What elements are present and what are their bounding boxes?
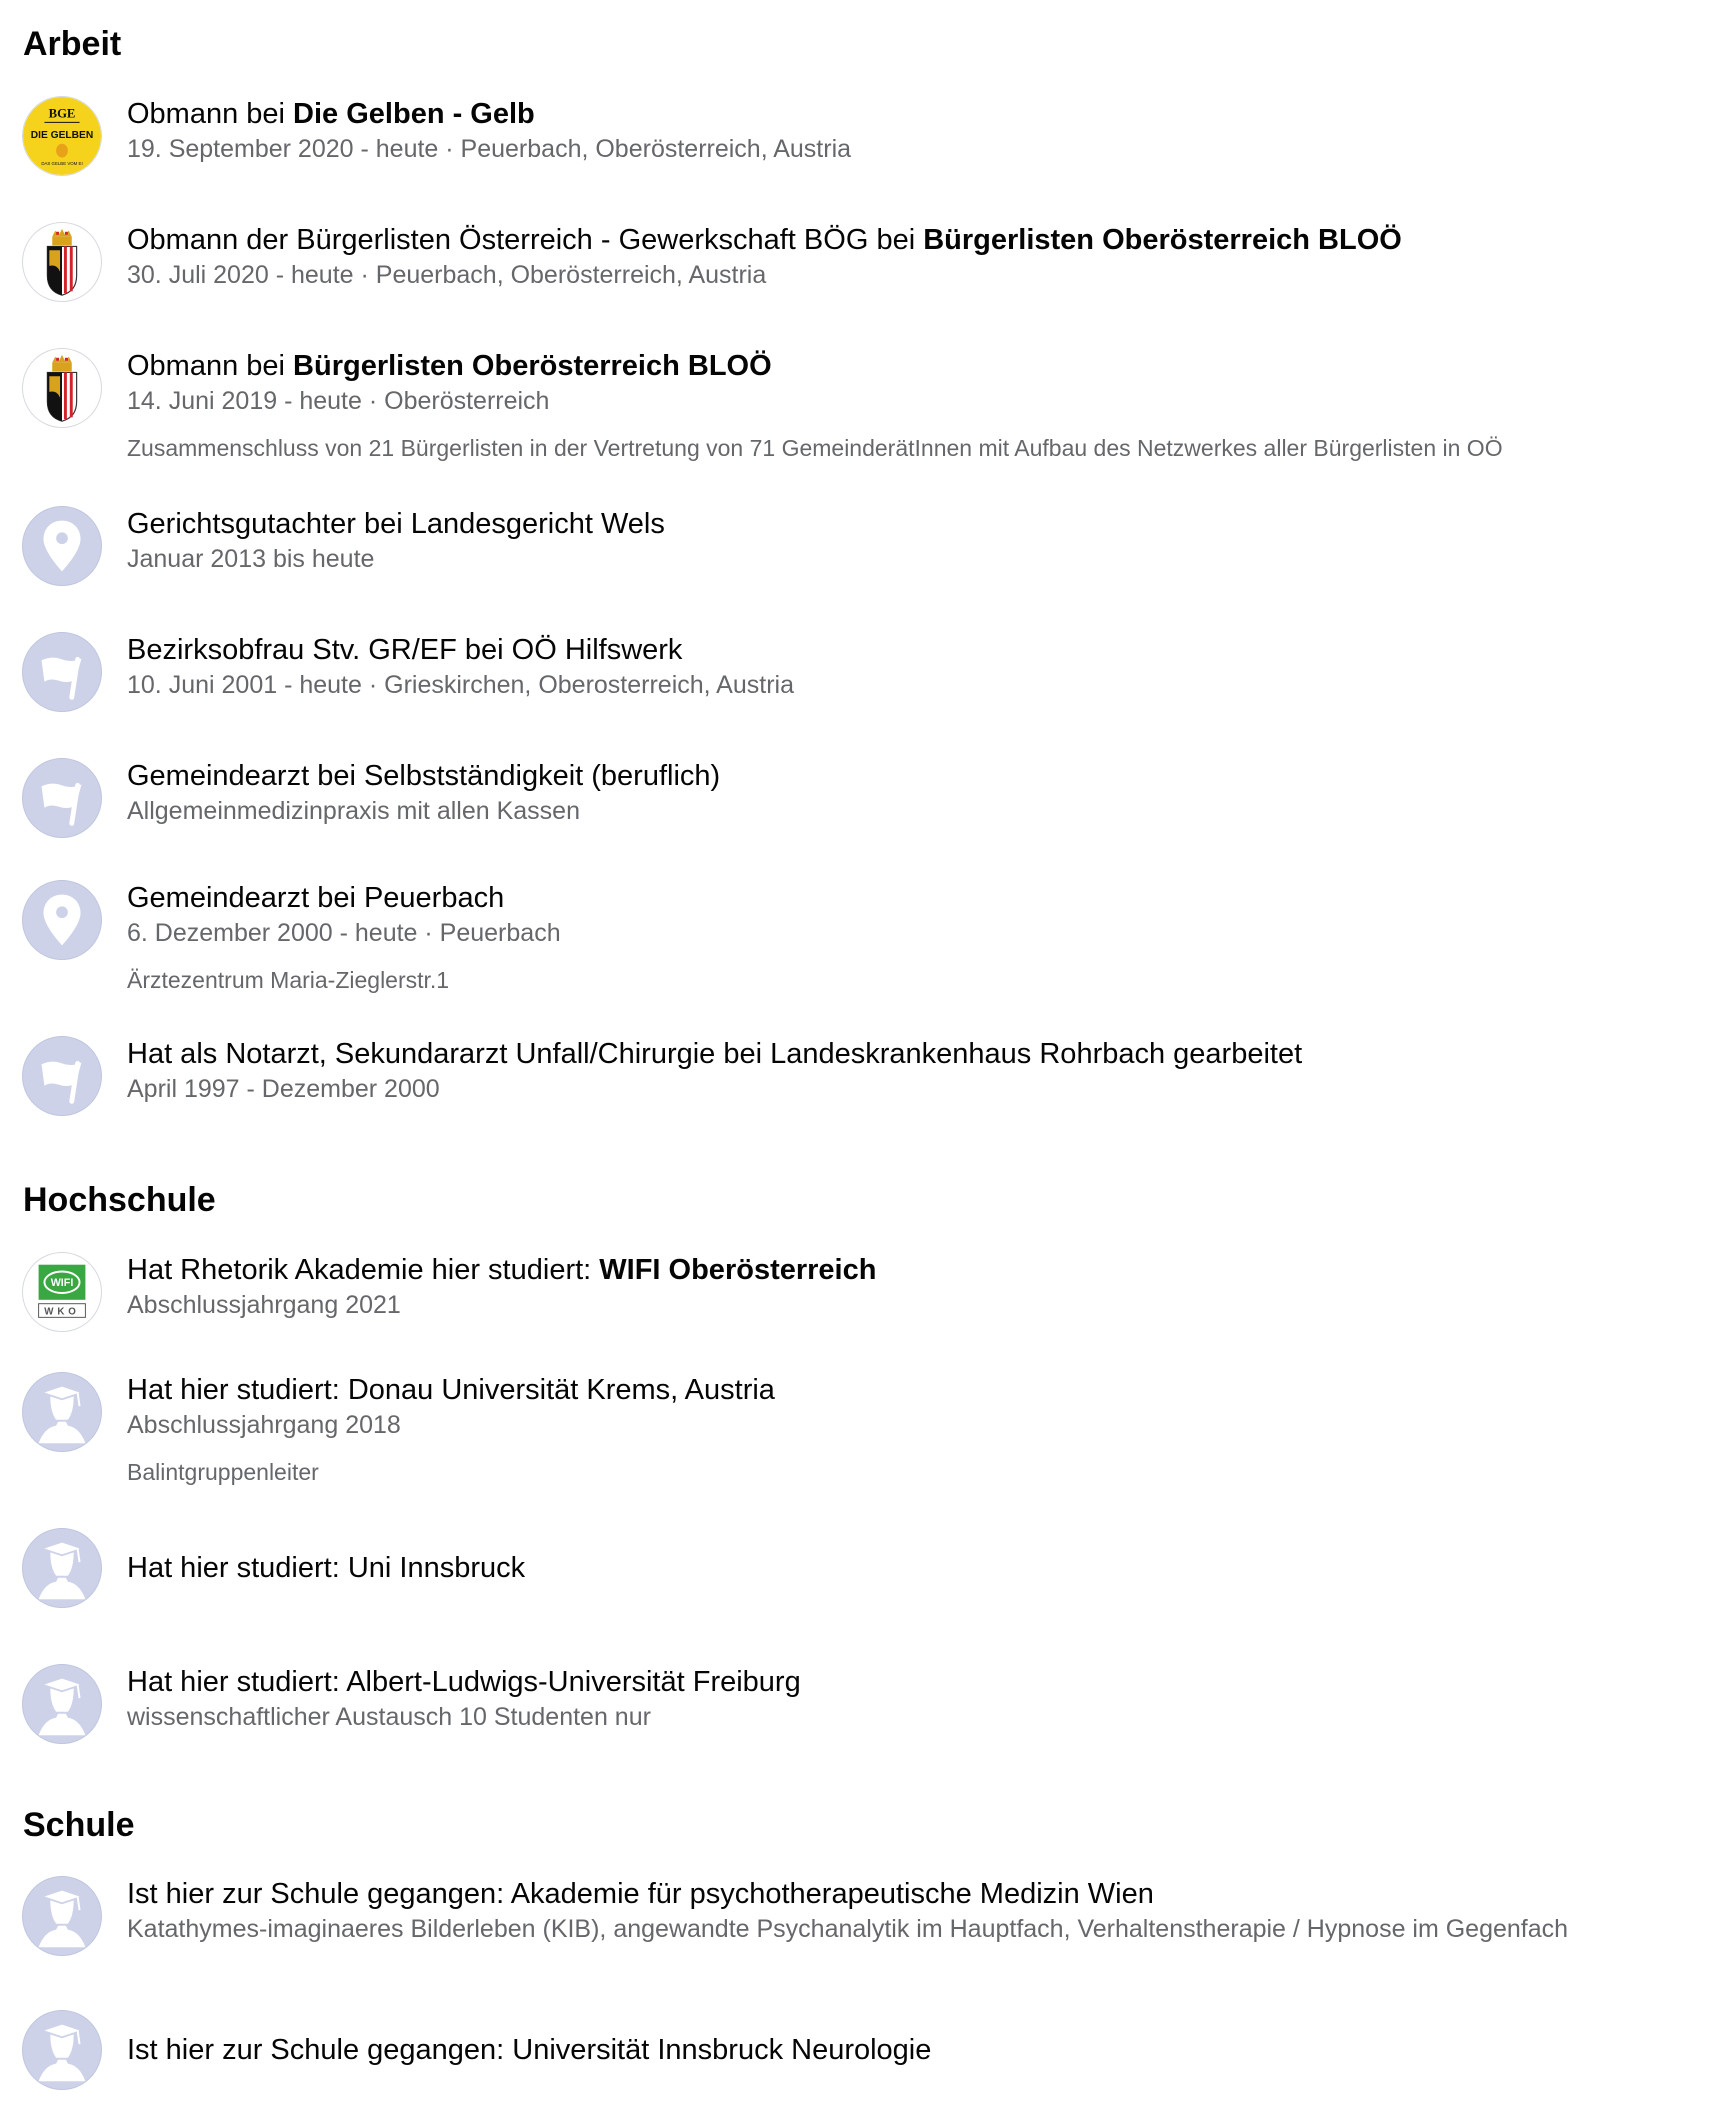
entry-title[interactable]: Gerichtsgutachter bei Landesgericht Wels — [127, 508, 665, 540]
section-heading-school: Schule — [23, 1806, 135, 1844]
entry-subtitle: wissenschaftlicher Austausch 10 Studenten nur — [127, 1703, 651, 1731]
wifi-wko-logo[interactable] — [22, 1252, 102, 1332]
svg-text:DAS GELBE VOM EI: DAS GELBE VOM EI — [41, 161, 83, 167]
svg-text:WKO: WKO — [44, 1306, 80, 1318]
entry-description: Balintgruppenleiter — [127, 1459, 319, 1485]
graduate-icon — [22, 1372, 102, 1452]
flag-icon — [22, 632, 102, 712]
graduate-icon — [22, 1876, 102, 1956]
entry-subtitle: Januar 2013 bis heute — [127, 545, 375, 573]
svg-text:WIFI: WIFI — [50, 1277, 74, 1290]
org-link[interactable]: Bürgerlisten Oberösterreich BLOÖ — [293, 350, 772, 382]
entry-title[interactable]: Obmann bei Die Gelben - Gelb — [127, 98, 535, 130]
org-link[interactable]: Bürgerlisten Oberösterreich BLOÖ — [923, 224, 1402, 256]
entry-subtitle: Abschlussjahrgang 2018 — [127, 1411, 401, 1439]
entry-title[interactable]: Bezirksobfrau Stv. GR/EF bei OÖ Hilfswerk — [127, 634, 683, 666]
entry-description: Ärztezentrum Maria-Zieglerstr.1 — [127, 967, 450, 993]
map-pin-icon — [22, 880, 102, 960]
entry-subtitle: 14. Juni 2019 - heute · Oberösterreich — [127, 387, 550, 415]
entry-subtitle: Allgemeinmedizinpraxis mit allen Kassen — [127, 797, 580, 825]
die-gelben-logo[interactable] — [22, 96, 102, 176]
upper-austria-coat-of-arms-logo[interactable] — [22, 348, 102, 428]
flag-icon — [22, 1036, 102, 1116]
entry-subtitle: 10. Juni 2001 - heute · Grieskirchen, Oberosterreich, Austria — [127, 671, 794, 699]
entry-subtitle: 6. Dezember 2000 - heute · Peuerbach — [127, 919, 561, 947]
entry-title[interactable]: Gemeindearzt bei Peuerbach — [127, 882, 505, 914]
entry-description: Zusammenschluss von 21 Bürgerlisten in der Vertretung von 71 GemeinderätInnen mit Aufbau des Netzwerkes aller Bürgerlisten in OÖ — [127, 435, 1503, 461]
entry-subtitle: April 1997 - Dezember 2000 — [127, 1075, 440, 1103]
graduate-icon — [22, 1528, 102, 1608]
svg-text:DIE GELBEN: DIE GELBEN — [30, 129, 94, 141]
entry-subtitle: 19. September 2020 - heute · Peuerbach, Oberösterreich, Austria — [127, 135, 852, 163]
entry-title[interactable]: Ist hier zur Schule gegangen: Akademie für psychotherapeutische Medizin Wien — [127, 1878, 1154, 1910]
map-pin-icon — [22, 506, 102, 586]
svg-text:BGE: BGE — [48, 106, 76, 121]
entry-subtitle: Abschlussjahrgang 2021 — [127, 1291, 401, 1319]
entry-subtitle: 30. Juli 2020 - heute · Peuerbach, Oberösterreich, Austria — [127, 261, 767, 289]
graduate-icon — [22, 2010, 102, 2090]
entry-title[interactable]: Hat hier studiert: Uni Innsbruck — [127, 1552, 526, 1584]
flag-icon — [22, 758, 102, 838]
entry-title[interactable]: Hat hier studiert: Albert-Ludwigs-Universität Freiburg — [127, 1666, 801, 1698]
entry-title[interactable]: Hat als Notarzt, Sekundararzt Unfall/Chirurgie bei Landeskrankenhaus Rohrbach gearbeitet — [127, 1038, 1303, 1070]
graduate-icon — [22, 1664, 102, 1744]
entry-title[interactable]: Obmann der Bürgerlisten Österreich - Gewerkschaft BÖG bei Bürgerlisten Oberösterreich BLOÖ — [127, 224, 1402, 256]
section-heading-college: Hochschule — [23, 1181, 216, 1219]
entry-title[interactable]: Ist hier zur Schule gegangen: Universität Innsbruck Neurologie — [127, 2034, 932, 2066]
entry-title[interactable]: Obmann bei Bürgerlisten Oberösterreich BLOÖ — [127, 350, 772, 382]
entry-title[interactable]: Gemeindearzt bei Selbstständigkeit (beruflich) — [127, 760, 721, 792]
org-link[interactable]: WIFI Oberösterreich — [599, 1254, 877, 1286]
entry-subtitle: Katathymes-imaginaeres Bilderleben (KIB), angewandte Psychanalytik im Hauptfach, Verhaltenstherapie / Hypnose im Gegenfach — [127, 1915, 1569, 1943]
org-link[interactable]: Die Gelben - Gelb — [293, 98, 535, 130]
upper-austria-coat-of-arms-logo[interactable] — [22, 222, 102, 302]
entry-title[interactable]: Hat hier studiert: Donau Universität Krems, Austria — [127, 1374, 775, 1406]
section-heading-work: Arbeit — [23, 25, 122, 63]
entry-title[interactable]: Hat Rhetorik Akademie hier studiert: WIFI Oberösterreich — [127, 1254, 877, 1286]
